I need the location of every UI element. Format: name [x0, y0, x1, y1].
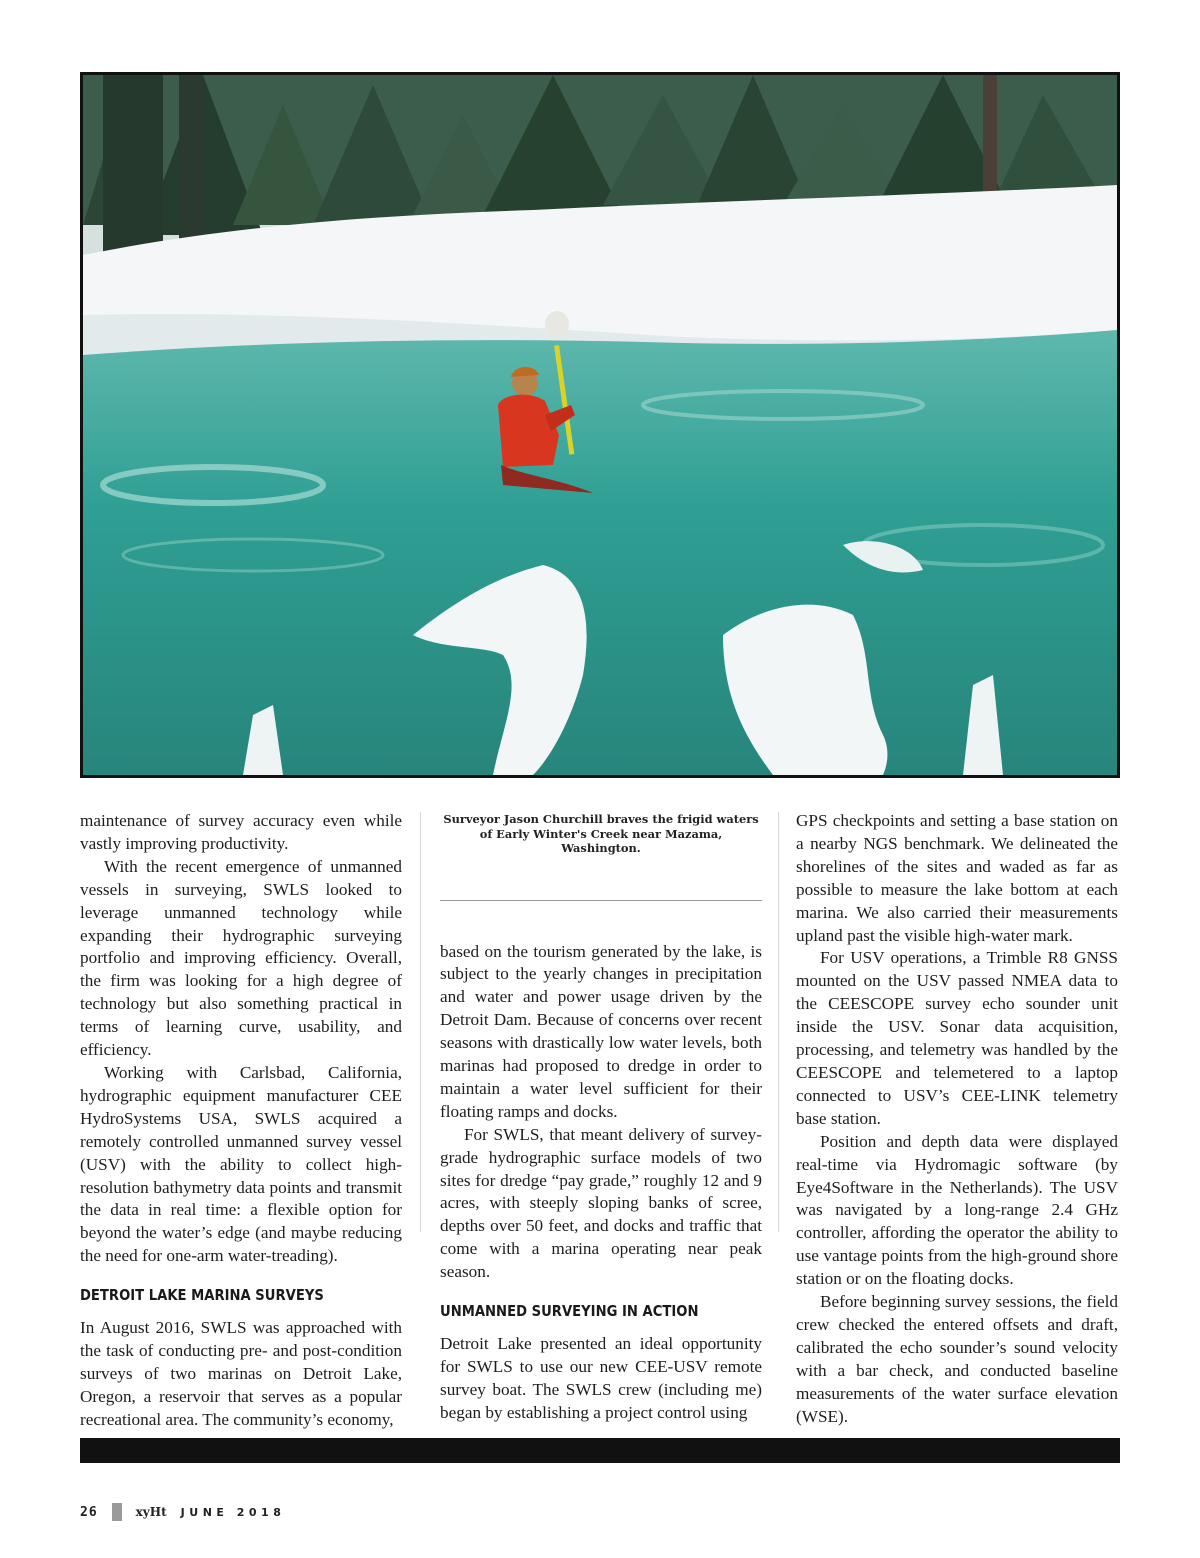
col2-paragraph-2: For SWLS, that meant delivery of survey-grade hydrographic surface models of two sites for dredge “pay grade,” roughly 12 and 9 acres, with steeply sloping banks of scree, depths over 50 feet, and docks and traffic that come with a marina operating near peak season.	[440, 1124, 762, 1282]
photo-caption: Surveyor Jason Churchill braves the frigid waters of Early Winter's Creek near Mazama, Washington.	[443, 812, 759, 855]
page-number: 26	[80, 1504, 98, 1520]
col2-paragraph-1: based on the tourism generated by the lake, is subject to the yearly changes in precipitation and water and power usage driven by the Detroit Dam. Because of concerns over recent seasons with drastically low water levels, both marinas had proposed to dredge in order to maintain a water level sufficient for their floating ramps and docks.	[440, 941, 762, 1121]
col1-paragraph-1: maintenance of survey accuracy even while vastly improving productivity.	[80, 811, 402, 853]
creek-photo-illustration	[83, 75, 1117, 775]
col3-paragraph-3: Position and depth data were displayed real-time via Hydromagic software (by Eye4Software in the Netherlands). The USV was navigated by a long-range 2.4 GHz controller, affording the operator the ability to use vantage points from the high-ground shore station or on the floating docks.	[796, 1131, 1118, 1289]
col2-paragraph-3: Detroit Lake presented an ideal opportunity for SWLS to use our new CEE-USV remote survey boat. The SWLS crew (including me) began by establishing a project control using	[440, 1334, 762, 1422]
cover-photo	[80, 72, 1120, 778]
column-3	[796, 810, 1118, 1428]
col3-paragraph-4: Before beginning survey sessions, the field crew checked the entered offsets and draft, calibrated the echo sounder’s sound velocity with a bar check, and conducted baseline measurements of the water surface elevation (WSE).	[796, 1292, 1118, 1426]
column-divider-2	[778, 812, 779, 1232]
footer-bar	[80, 1438, 1120, 1463]
col1-paragraph-4: In August 2016, SWLS was approached with the task of conducting pre- and post-condition surveys of two marinas on Detroit Lake, Oregon, a reservoir that serves as a popular recreational area. The community’s economy,	[80, 1318, 402, 1429]
folio-separator	[112, 1503, 122, 1521]
column-divider-1	[420, 812, 421, 1232]
column-1	[80, 810, 402, 1432]
column-2	[440, 810, 762, 1425]
caption-divider	[440, 900, 762, 901]
col3-paragraph-1: GPS checkpoints and setting a base station on a nearby NGS benchmark. We delineated the shorelines of the sites and waded as far as possible to measure the lake bottom at each marina. We also carried their measurements upland past the visible high-water mark.	[796, 811, 1118, 945]
issue-date: JUNE 2018	[180, 1505, 286, 1519]
col1-paragraph-3: Working with Carlsbad, California, hydrographic equipment manufacturer CEE HydroSystems USA, SWLS acquired a remotely controlled unmanned survey vessel (USV) with the ability to collect high-resolution bathymetry data points and transmit the data in real time: a flexible option for beyond the water’s edge (and maybe reducing the need for one-arm water-treading).	[80, 1062, 402, 1266]
col1-paragraph-2: With the recent emergence of unmanned vessels in surveying, SWLS looked to leverage unmanned technology while expanding their hydrographic surveying portfolio and improving efficiency. Overall, the firm was looking for a high degree of technology but also something practical in terms of learning curve, usability, and efficiency.	[80, 856, 402, 1060]
magazine-name: xyHt	[135, 1505, 167, 1519]
section-heading-unmanned: UNMANNED SURVEYING IN ACTION	[440, 1302, 699, 1321]
col3-paragraph-2: For USV operations, a Trimble R8 GNSS mounted on the USV passed NMEA data to the CEESCOPE survey echo sounder unit inside the USV. Sonar data acquisition, processing, and telemetry was handled by the CEESCOPE and telemetered to a laptop connected to USV’s CEE-LINK telemetry base station.	[796, 948, 1118, 1128]
page-folio	[80, 1500, 285, 1524]
section-heading-detroit-lake: DETROIT LAKE MARINA SURVEYS	[80, 1286, 324, 1305]
